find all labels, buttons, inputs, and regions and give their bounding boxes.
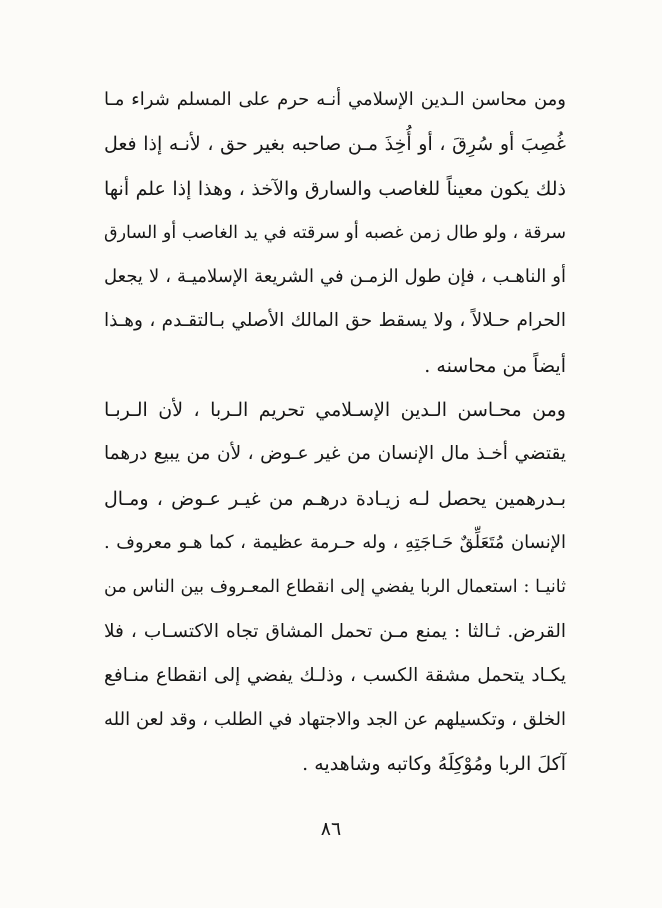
paragraph-1 — [104, 78, 566, 388]
text-line: ومن محاسن الـدين الإسلامي أنـه حرم على المسلم شراء مـا — [104, 89, 566, 110]
text-line: أيضاً من محاسنه . — [424, 354, 566, 377]
text-line: أو الناهـب ، فإن طول الزمـن في الشريعة الإسلاميـة ، لا يجعل — [104, 266, 567, 288]
body-text — [104, 78, 566, 787]
text-line: القرض. ثـالثا : يمنع مـن تحمل المشاق تجاه الاكتسـاب ، فلا — [104, 620, 566, 642]
text-line: يكـاد يتحمل مشقة الكسب ، وذلـك يفضي إلى انقطاع منـافع — [104, 664, 566, 686]
text-line: غُصِبَ أو سُرِقَ ، أو أُخِذَ مـن صاحبه بغير حق ، لأنـه إذا فعل — [104, 133, 566, 156]
text-line: الخلق ، وتكسيلهم عن الجد والاجتهاد في الطلب ، وقد لعن الله — [104, 709, 566, 731]
text-line: ذلك يكون معيناً للغاصب والسارق والآخذ ، وهذا إذا علم أنها — [104, 177, 566, 200]
text-line: الحرام حـلالاً ، ولا يسقط حق المالك الأصلي بـالتقـدم ، وهـذا — [104, 310, 566, 332]
page-number: ٨٦ — [320, 818, 342, 840]
text-line: سرقة ، ولو طال زمن غصبه أو سرقته في يد الغاصب أو السارق — [104, 222, 566, 243]
paragraph-2 — [104, 388, 566, 787]
text-line: يقتضي أخـذ مال الإنسان من غير عـوض ، لأن من يبيع درهما — [104, 443, 566, 465]
text-line: آكلَ الربا ومُوْكِلَهُ وكاتبه وشاهديه . — [302, 753, 566, 776]
text-line: ثانيـا : استعمال الربا يفضي إلى انقطاع المعـروف بين الناس من — [104, 577, 566, 598]
text-line: ومن محـاسن الـدين الإسـلامي تحريم الـربا ، لأن الـربـا — [104, 399, 566, 422]
text-line: بـدرهمين يحصل لـه زيـادة درهـم من غيـر عـوض ، ومـال — [104, 487, 566, 510]
text-line: الإنسان مُتَعَلِّقٌ حَـاجَتِهِ ، وله حـرمة عظيمة ، كما هـو معروف . — [104, 531, 566, 553]
